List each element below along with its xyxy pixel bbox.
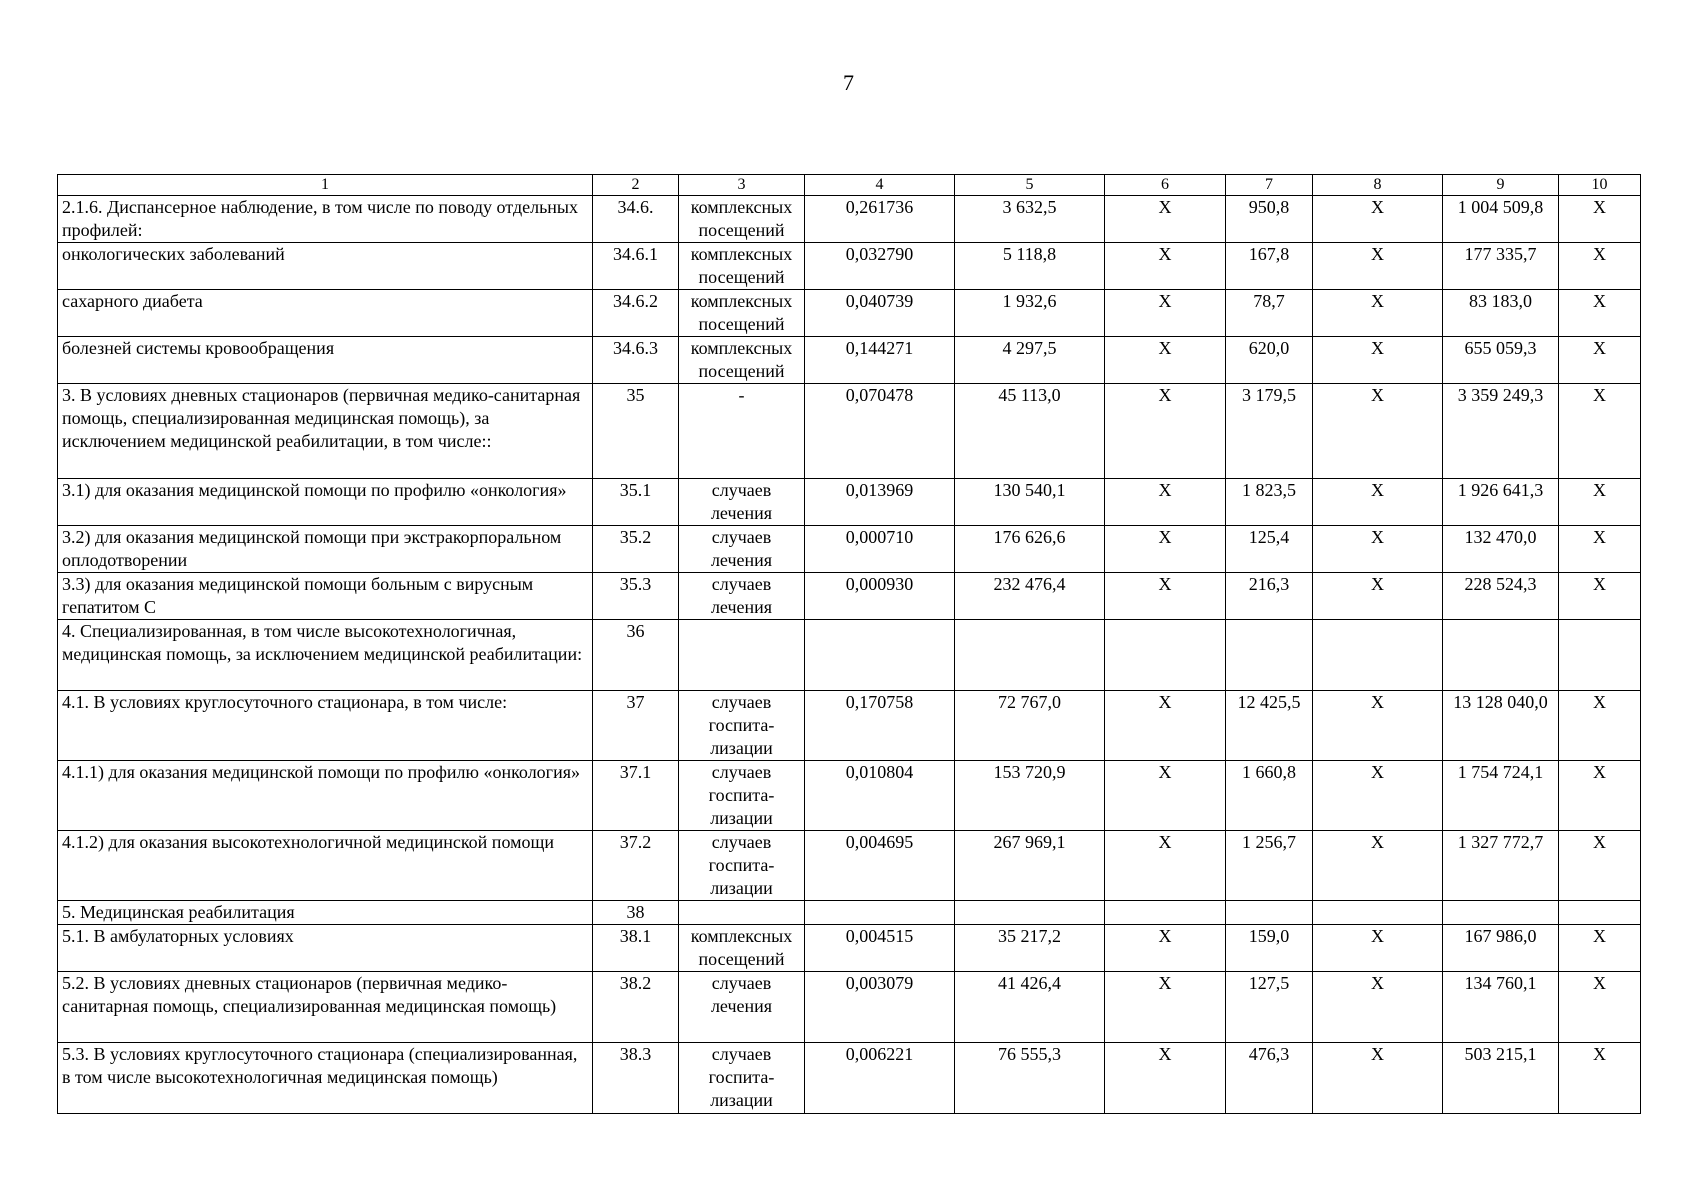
column-header: 6 <box>1105 175 1226 196</box>
col9-cell: 655 059,3 <box>1443 337 1559 384</box>
table-row <box>58 972 1641 1043</box>
col6-cell: Х <box>1105 384 1226 479</box>
column-header: 5 <box>955 175 1105 196</box>
table-row <box>58 196 1641 243</box>
col10-cell: Х <box>1559 925 1641 972</box>
col7-cell: 125,4 <box>1226 526 1313 573</box>
table-row <box>58 901 1641 925</box>
row-unit-cell: случаев госпита-лизации <box>679 761 805 831</box>
col6-cell: Х <box>1105 243 1226 290</box>
row-code-cell: 36 <box>593 620 679 691</box>
col7-cell: 950,8 <box>1226 196 1313 243</box>
col4-cell: 0,144271 <box>805 337 955 384</box>
table-row <box>58 761 1641 831</box>
col7-cell: 127,5 <box>1226 972 1313 1043</box>
col7-cell: 3 179,5 <box>1226 384 1313 479</box>
col9-cell: 228 524,3 <box>1443 573 1559 620</box>
col9-cell: 177 335,7 <box>1443 243 1559 290</box>
col6-cell <box>1105 620 1226 691</box>
row-unit-cell: случаев лечения <box>679 526 805 573</box>
col9-cell: 3 359 249,3 <box>1443 384 1559 479</box>
row-code-cell: 34.6.1 <box>593 243 679 290</box>
row-code-cell: 38.2 <box>593 972 679 1043</box>
col5-cell: 72 767,0 <box>955 691 1105 761</box>
col7-cell: 1 256,7 <box>1226 831 1313 901</box>
col8-cell: Х <box>1313 243 1443 290</box>
col4-cell: 0,006221 <box>805 1043 955 1114</box>
row-name-cell: болезней системы кровообращения <box>58 337 593 384</box>
col5-cell: 232 476,4 <box>955 573 1105 620</box>
row-unit-cell: случаев госпита-лизации <box>679 1043 805 1114</box>
row-code-cell: 38.3 <box>593 1043 679 1114</box>
column-header: 4 <box>805 175 955 196</box>
row-code-cell: 34.6.2 <box>593 290 679 337</box>
row-unit-cell: комплексных посещений <box>679 243 805 290</box>
col6-cell: Х <box>1105 526 1226 573</box>
row-unit-cell: случаев лечения <box>679 479 805 526</box>
col10-cell <box>1559 901 1641 925</box>
row-name-cell: 5.3. В условиях круглосуточного стационара (специализированная, в том числе высокотехнологичная медицинская помощь) <box>58 1043 593 1114</box>
col9-cell: 134 760,1 <box>1443 972 1559 1043</box>
table-row <box>58 691 1641 761</box>
col8-cell: Х <box>1313 573 1443 620</box>
col10-cell: Х <box>1559 384 1641 479</box>
col4-cell: 0,013969 <box>805 479 955 526</box>
col5-cell <box>955 901 1105 925</box>
col5-cell: 45 113,0 <box>955 384 1105 479</box>
column-header: 3 <box>679 175 805 196</box>
row-unit-cell: случаев лечения <box>679 972 805 1043</box>
row-name-cell: 3. В условиях дневных стационаров (первичная медико-санитарная помощь, специализированная медицинская помощь), за исключением медицинской реабилитации, в том числе:: <box>58 384 593 479</box>
col9-cell: 503 215,1 <box>1443 1043 1559 1114</box>
col4-cell <box>805 620 955 691</box>
col10-cell: Х <box>1559 479 1641 526</box>
column-header: 7 <box>1226 175 1313 196</box>
column-header: 1 <box>58 175 593 196</box>
col4-cell: 0,170758 <box>805 691 955 761</box>
table-row <box>58 831 1641 901</box>
row-name-cell: онкологических заболеваний <box>58 243 593 290</box>
table-row <box>58 479 1641 526</box>
col9-cell <box>1443 901 1559 925</box>
col6-cell: Х <box>1105 925 1226 972</box>
col7-cell: 620,0 <box>1226 337 1313 384</box>
col8-cell: Х <box>1313 479 1443 526</box>
col8-cell: Х <box>1313 1043 1443 1114</box>
col10-cell: Х <box>1559 196 1641 243</box>
row-name-cell: 5.1. В амбулаторных условиях <box>58 925 593 972</box>
col9-cell <box>1443 620 1559 691</box>
table-row <box>58 573 1641 620</box>
col8-cell: Х <box>1313 761 1443 831</box>
col6-cell: Х <box>1105 196 1226 243</box>
col6-cell: Х <box>1105 337 1226 384</box>
col7-cell: 1 660,8 <box>1226 761 1313 831</box>
tariff-table <box>57 174 1641 1114</box>
col5-cell: 267 969,1 <box>955 831 1105 901</box>
column-number-row <box>58 175 1641 196</box>
col8-cell: Х <box>1313 691 1443 761</box>
col10-cell: Х <box>1559 337 1641 384</box>
table-body <box>58 196 1641 1114</box>
col9-cell: 1 926 641,3 <box>1443 479 1559 526</box>
col8-cell: Х <box>1313 526 1443 573</box>
column-header: 9 <box>1443 175 1559 196</box>
col5-cell: 41 426,4 <box>955 972 1105 1043</box>
col5-cell: 130 540,1 <box>955 479 1105 526</box>
row-unit-cell: случаев госпита-лизации <box>679 831 805 901</box>
col8-cell: Х <box>1313 290 1443 337</box>
row-unit-cell: случаев лечения <box>679 573 805 620</box>
col6-cell: Х <box>1105 691 1226 761</box>
col7-cell: 167,8 <box>1226 243 1313 290</box>
col5-cell <box>955 620 1105 691</box>
col5-cell: 76 555,3 <box>955 1043 1105 1114</box>
row-code-cell: 37.2 <box>593 831 679 901</box>
col4-cell: 0,032790 <box>805 243 955 290</box>
col4-cell <box>805 901 955 925</box>
column-header: 10 <box>1559 175 1641 196</box>
row-unit-cell <box>679 901 805 925</box>
col4-cell: 0,004695 <box>805 831 955 901</box>
col6-cell: Х <box>1105 831 1226 901</box>
col10-cell: Х <box>1559 972 1641 1043</box>
row-code-cell: 38 <box>593 901 679 925</box>
col7-cell: 12 425,5 <box>1226 691 1313 761</box>
row-name-cell: 5.2. В условиях дневных стационаров (первичная медико-санитарная помощь, специализированная медицинская помощь) <box>58 972 593 1043</box>
row-name-cell: 2.1.6. Диспансерное наблюдение, в том числе по поводу отдельных профилей: <box>58 196 593 243</box>
table-row <box>58 620 1641 691</box>
col10-cell: Х <box>1559 1043 1641 1114</box>
col9-cell: 1 754 724,1 <box>1443 761 1559 831</box>
row-unit-cell: - <box>679 384 805 479</box>
col8-cell <box>1313 620 1443 691</box>
col7-cell: 1 823,5 <box>1226 479 1313 526</box>
col4-cell: 0,003079 <box>805 972 955 1043</box>
row-code-cell: 35.2 <box>593 526 679 573</box>
col4-cell: 0,040739 <box>805 290 955 337</box>
col9-cell: 1 004 509,8 <box>1443 196 1559 243</box>
row-code-cell: 37.1 <box>593 761 679 831</box>
col6-cell: Х <box>1105 761 1226 831</box>
col10-cell <box>1559 620 1641 691</box>
col8-cell: Х <box>1313 196 1443 243</box>
col5-cell: 4 297,5 <box>955 337 1105 384</box>
col10-cell: Х <box>1559 831 1641 901</box>
col4-cell: 0,000710 <box>805 526 955 573</box>
row-name-cell: 4. Специализированная, в том числе высокотехнологичная, медицинская помощь, за исключением медицинской реабилитации: <box>58 620 593 691</box>
col9-cell: 83 183,0 <box>1443 290 1559 337</box>
row-unit-cell: случаев госпита-лизации <box>679 691 805 761</box>
col10-cell: Х <box>1559 526 1641 573</box>
col5-cell: 5 118,8 <box>955 243 1105 290</box>
col10-cell: Х <box>1559 243 1641 290</box>
col4-cell: 0,010804 <box>805 761 955 831</box>
row-unit-cell: комплексных посещений <box>679 337 805 384</box>
col7-cell: 78,7 <box>1226 290 1313 337</box>
col10-cell: Х <box>1559 761 1641 831</box>
col4-cell: 0,261736 <box>805 196 955 243</box>
col9-cell: 13 128 040,0 <box>1443 691 1559 761</box>
col7-cell: 216,3 <box>1226 573 1313 620</box>
row-name-cell: 4.1.2) для оказания высокотехнологичной медицинской помощи <box>58 831 593 901</box>
col8-cell: Х <box>1313 925 1443 972</box>
col5-cell: 1 932,6 <box>955 290 1105 337</box>
col4-cell: 0,000930 <box>805 573 955 620</box>
row-unit-cell <box>679 620 805 691</box>
table-row <box>58 925 1641 972</box>
table-row <box>58 384 1641 479</box>
col5-cell: 153 720,9 <box>955 761 1105 831</box>
table-row <box>58 243 1641 290</box>
row-name-cell: 5. Медицинская реабилитация <box>58 901 593 925</box>
col7-cell: 476,3 <box>1226 1043 1313 1114</box>
row-unit-cell: комплексных посещений <box>679 925 805 972</box>
table-row <box>58 1043 1641 1114</box>
row-code-cell: 35 <box>593 384 679 479</box>
table-row <box>58 290 1641 337</box>
col6-cell <box>1105 901 1226 925</box>
row-name-cell: 3.1) для оказания медицинской помощи по профилю «онкология» <box>58 479 593 526</box>
col10-cell: Х <box>1559 290 1641 337</box>
col10-cell: Х <box>1559 573 1641 620</box>
col9-cell: 167 986,0 <box>1443 925 1559 972</box>
column-header: 2 <box>593 175 679 196</box>
table-row <box>58 337 1641 384</box>
row-code-cell: 35.3 <box>593 573 679 620</box>
col6-cell: Х <box>1105 573 1226 620</box>
col4-cell: 0,070478 <box>805 384 955 479</box>
col7-cell <box>1226 620 1313 691</box>
row-unit-cell: комплексных посещений <box>679 196 805 243</box>
col6-cell: Х <box>1105 1043 1226 1114</box>
column-header: 8 <box>1313 175 1443 196</box>
row-code-cell: 38.1 <box>593 925 679 972</box>
col5-cell: 3 632,5 <box>955 196 1105 243</box>
row-code-cell: 37 <box>593 691 679 761</box>
col6-cell: Х <box>1105 972 1226 1043</box>
col9-cell: 132 470,0 <box>1443 526 1559 573</box>
row-name-cell: 4.1. В условиях круглосуточного стационара, в том числе: <box>58 691 593 761</box>
table-row <box>58 526 1641 573</box>
col9-cell: 1 327 772,7 <box>1443 831 1559 901</box>
row-name-cell: 4.1.1) для оказания медицинской помощи по профилю «онкология» <box>58 761 593 831</box>
col6-cell: Х <box>1105 479 1226 526</box>
col8-cell: Х <box>1313 337 1443 384</box>
row-name-cell: 3.2) для оказания медицинской помощи при экстракорпоральном оплодотворении <box>58 526 593 573</box>
row-unit-cell: комплексных посещений <box>679 290 805 337</box>
col6-cell: Х <box>1105 290 1226 337</box>
col7-cell: 159,0 <box>1226 925 1313 972</box>
col5-cell: 176 626,6 <box>955 526 1105 573</box>
row-name-cell: сахарного диабета <box>58 290 593 337</box>
col4-cell: 0,004515 <box>805 925 955 972</box>
page-number: 7 <box>843 70 854 95</box>
col10-cell: Х <box>1559 691 1641 761</box>
col5-cell: 35 217,2 <box>955 925 1105 972</box>
col8-cell: Х <box>1313 831 1443 901</box>
row-name-cell: 3.3) для оказания медицинской помощи больным с вирусным гепатитом С <box>58 573 593 620</box>
row-code-cell: 34.6.3 <box>593 337 679 384</box>
col7-cell <box>1226 901 1313 925</box>
row-code-cell: 34.6. <box>593 196 679 243</box>
row-code-cell: 35.1 <box>593 479 679 526</box>
col8-cell <box>1313 901 1443 925</box>
col8-cell: Х <box>1313 972 1443 1043</box>
col8-cell: Х <box>1313 384 1443 479</box>
